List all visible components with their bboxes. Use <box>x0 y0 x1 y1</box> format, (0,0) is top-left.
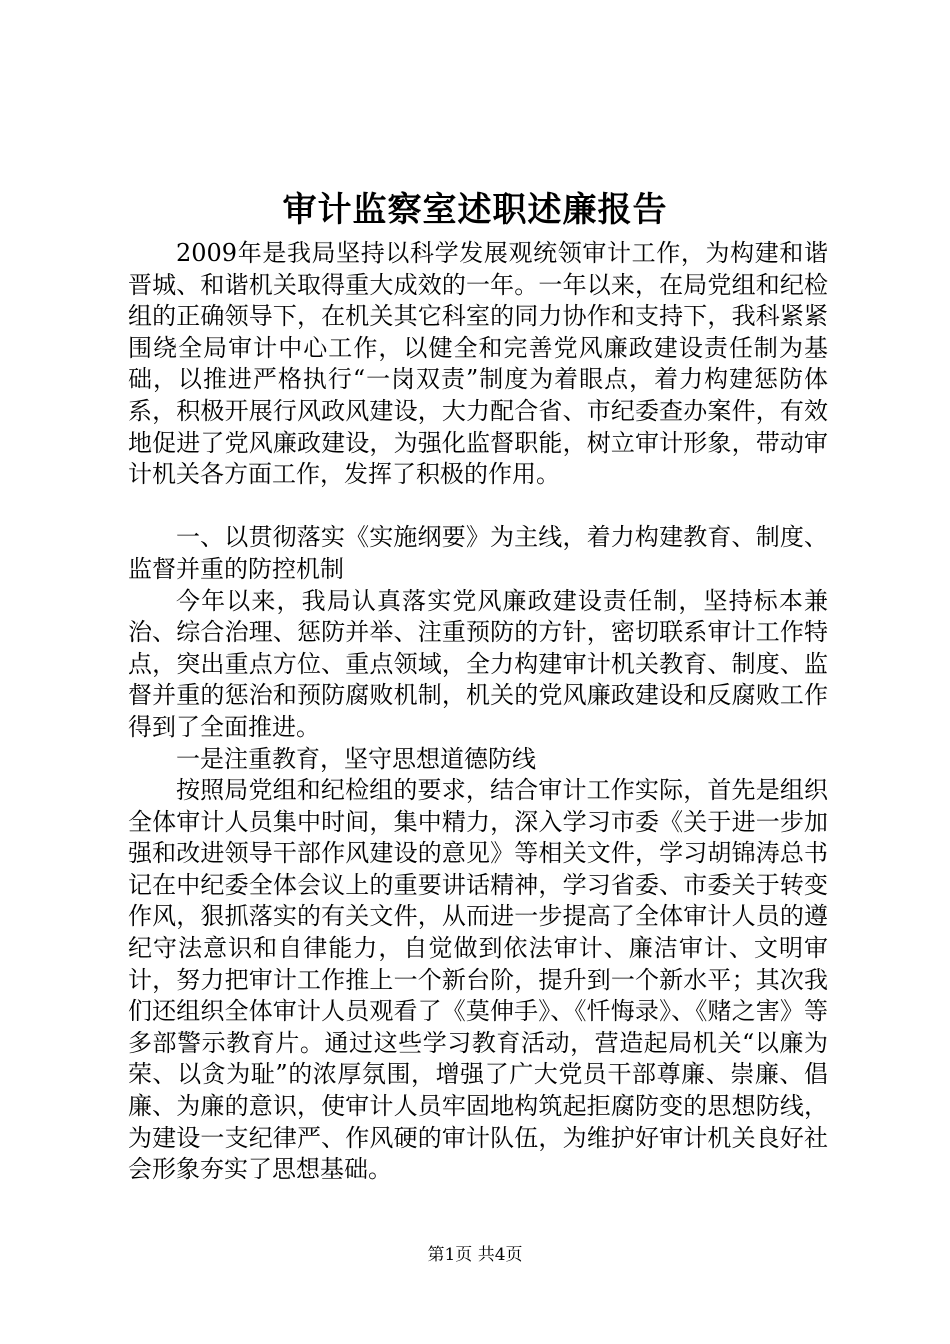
subsection-paragraph: 按照局党组和纪检组的要求，结合审计工作实际，首先是组织全体审计人员集中时间，集中精力，深入学习市委《关于进一步加强和改进领导干部作风建设的意见》等相关文件，学习胡锦涛总书记在中纪委全体会议上的重要讲话精神，学习省委、市委关于转变作风，狠抓落实的有关文件，从而进一步提高了全体审计人员的遵纪守法意识和自律能力，自觉做到依法审计、廉洁审计、文明审计，努力把审计工作推上一个新台阶，提升到一个新水平；其次我们还组织全体审计人员观看了《莫伸手》、《忏悔录》、《赌之害》等多部警示教育片。通过这些学习教育活动，营造起局机关“以廉为荣、以贪为耻”的浓厚氛围，增强了广大党员干部尊廉、崇廉、倡廉、为廉的意识，使审计人员牢固地构筑起拒腐防变的思想防线，为建设一支纪律严、作风硬的审计队伍，为维护好审计机关良好社会形象夯实了思想基础。 <box>128 776 828 1184</box>
document-title: 审计监察室述职述廉报告 <box>282 190 668 230</box>
section-heading: 一、以贯彻落实《实施纲要》为主线，着力构建教育、制度、监督并重的防控机制 <box>128 523 828 583</box>
document-body <box>128 238 828 1186</box>
intro-paragraph: 2009年是我局坚持以科学发展观统领审计工作，为构建和谐晋城、和谐机关取得重大成效的一年。一年以来，在局党组和纪检组的正确领导下，在机关其它科室的同力协作和支持下，我科紧紧围绕全局审计中心工作，以健全和完善党风廉政建设责任制为基础，以推进严格执行“一岗双责”制度为着眼点，着力构建惩防体系，积极开展行风政风建设，大力配合省、市纪委查办案件，有效地促进了党风廉政建设，为强化监督职能，树立审计形象，带动审计机关各方面工作，发挥了积极的作用。 <box>128 239 828 489</box>
page-number: 第1页 共4页 <box>427 1245 523 1265</box>
subsection-heading: 一是注重教育，坚守思想道德防线 <box>176 744 536 773</box>
section-paragraph: 今年以来，我局认真落实党风廉政建设责任制，坚持标本兼治、综合治理、惩防并举、注重预防的方针，密切联系审计工作特点，突出重点方位、重点领域，全力构建审计机关教育、制度、监督并重的惩治和预防腐败机制，机关的党风廉政建设和反腐败工作得到了全面推进。 <box>128 586 828 741</box>
